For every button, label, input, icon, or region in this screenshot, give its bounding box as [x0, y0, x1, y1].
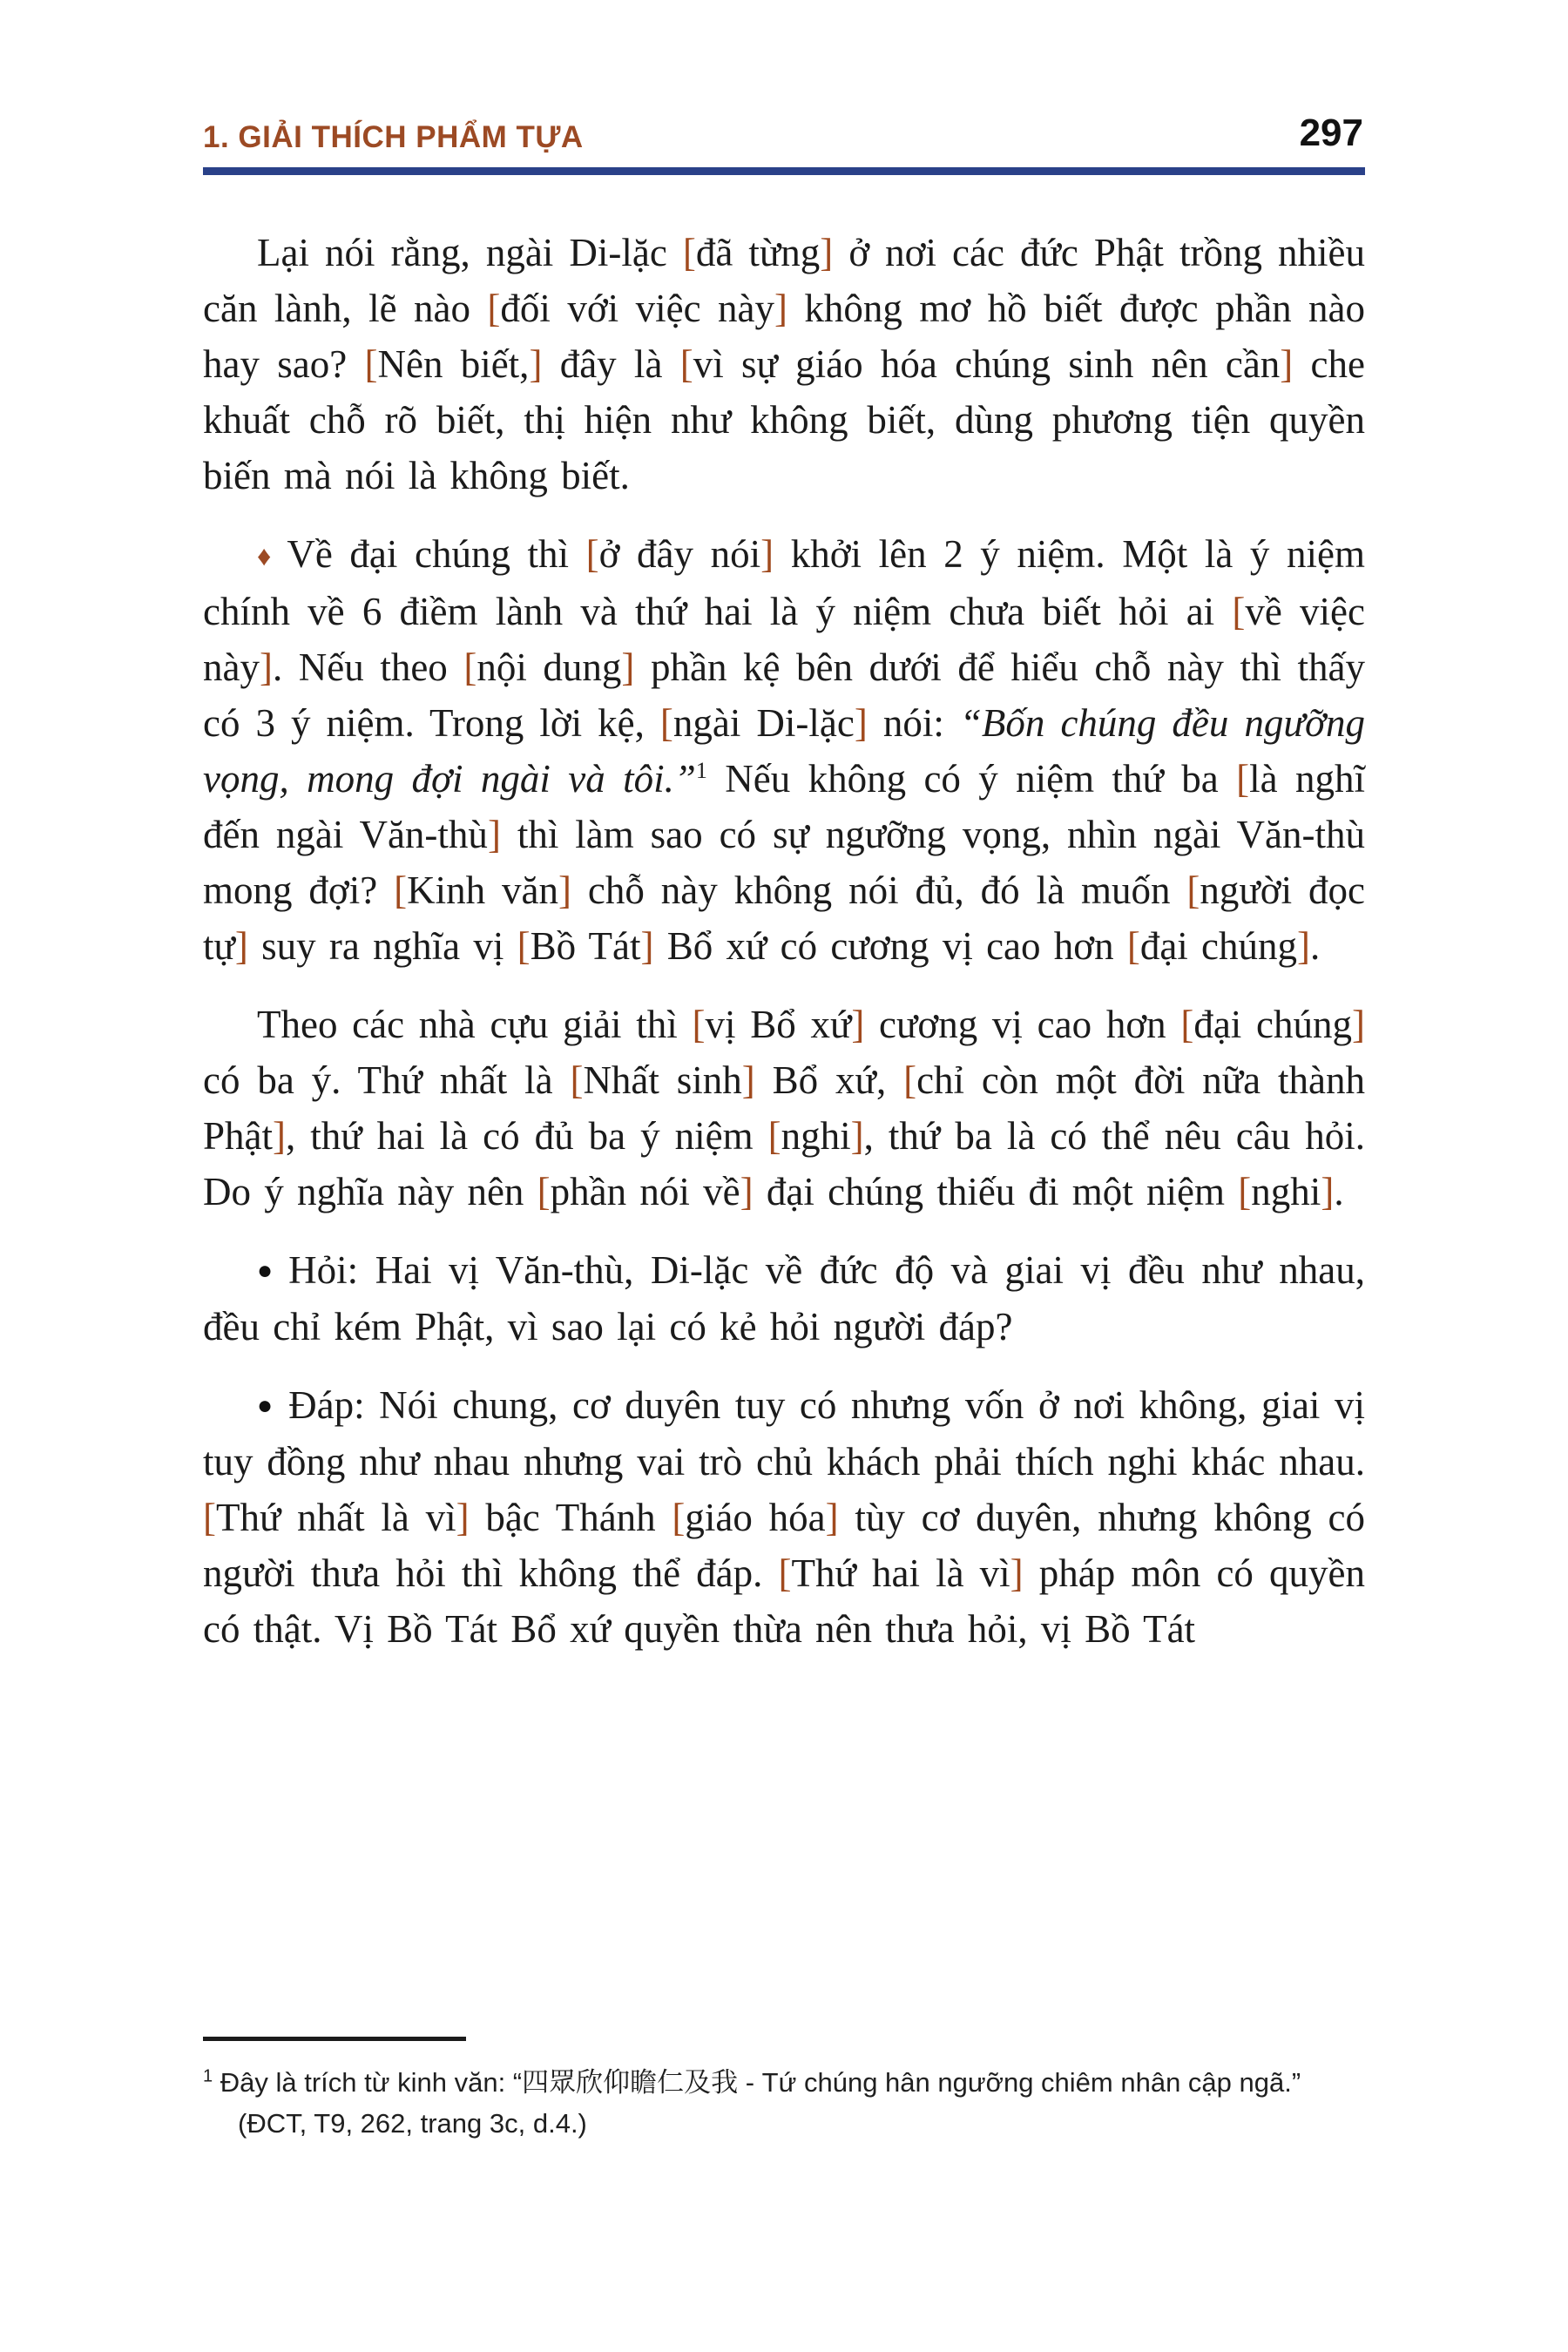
text-segment: cương vị cao hơn: [864, 1003, 1181, 1046]
text-segment: ]: [760, 532, 774, 576]
text-segment: nghi: [1251, 1170, 1321, 1213]
text-segment: Đáp: Nói chung, cơ duyên tuy có nhưng vốn ở nơi không, giai vị tuy đồng như nhau nhưng vai trò chủ khách phải thích nghi khác nhau.: [203, 1383, 1365, 1484]
text-segment: [: [537, 1170, 551, 1213]
paragraph: [203, 997, 1365, 1220]
text-segment: [: [659, 701, 673, 745]
text-segment: ]: [1321, 1170, 1335, 1213]
text-segment: [: [778, 1551, 792, 1595]
text-segment: [: [692, 1003, 706, 1046]
text-segment: [: [1180, 1003, 1194, 1046]
text-segment: suy ra nghĩa vị: [247, 924, 517, 968]
text-segment: phần kệ bên dưới để hiểu chỗ này thì thấy có 3 ý niệm. Trong lời kệ,: [203, 645, 1365, 745]
text-segment: giáo hóa: [685, 1496, 826, 1539]
text-segment: [: [1238, 1170, 1252, 1213]
text-segment: [: [1186, 868, 1200, 912]
text-segment: Đây là trích từ kinh văn: “: [213, 2067, 523, 2098]
page-number: 297: [1299, 112, 1363, 154]
text-segment: Nhất sinh: [583, 1058, 742, 1102]
content: [203, 225, 1365, 1680]
text-segment: Hỏi: Hai vị Văn-thù, Di-lặc về đức độ và giai vị đều như nhau, đều chỉ kém Phật, vì sao lại có kẻ hỏi người đáp?: [203, 1248, 1365, 1348]
text-segment: vị Bổ xứ: [705, 1003, 852, 1046]
text-segment: ở đây nói: [598, 532, 761, 576]
header-rule: [203, 167, 1365, 175]
text-segment: , thứ hai là có đủ ba ý niệm: [286, 1114, 768, 1158]
text-segment: ]: [854, 701, 868, 745]
footnote-rule: [203, 2037, 466, 2041]
text-segment: người đọc tự: [203, 868, 1365, 968]
paragraph: [203, 1242, 1365, 1355]
text-segment: [: [364, 342, 378, 386]
text-segment: Theo các nhà cựu giải thì: [257, 1003, 693, 1046]
text-segment: đại chúng thiếu đi một niệm: [753, 1170, 1239, 1213]
text-segment: là nghĩ đến ngài Văn-thù: [203, 757, 1366, 856]
text-segment: bậc Thánh: [469, 1496, 672, 1539]
text-segment: đã từng: [695, 231, 821, 274]
text-segment: 四眾欣仰瞻仁及我: [522, 2067, 739, 2098]
text-segment: phần nói về: [550, 1170, 740, 1213]
text-segment: ]: [273, 1114, 287, 1158]
text-segment: chỗ này không nói đủ, đó là muốn: [571, 868, 1187, 912]
text-segment: ]: [558, 868, 571, 912]
text-segment: . Nếu theo: [272, 645, 464, 689]
text-segment: đối với việc này: [500, 287, 774, 330]
text-segment: , thứ ba là có thể nêu câu hỏi. Do ý nghĩa này nên: [203, 1114, 1365, 1213]
text-segment: [: [1236, 757, 1250, 801]
footnote-marker: 1: [695, 758, 707, 783]
text-segment: ở nơi các đức Phật trồng nhiều căn lành, lẽ nào: [203, 231, 1365, 330]
text-segment: ]: [1297, 924, 1311, 968]
section-header: 1. GIẢI THÍCH PHẨM TỰA: [203, 120, 584, 154]
diamond-bullet-icon: ♦: [257, 540, 272, 571]
text-segment: [: [679, 342, 693, 386]
text-segment: Bổ xứ có cương vị cao hơn: [653, 924, 1127, 968]
text-segment: Thứ hai là vì: [791, 1551, 1010, 1595]
text-segment: [: [1126, 924, 1140, 968]
text-segment: vì sự giáo hóa chúng sinh nên cần: [693, 342, 1281, 386]
text-segment: ]: [740, 1170, 754, 1213]
page-header: [203, 112, 1365, 175]
text-segment: Kinh văn: [407, 868, 558, 912]
footnote-area: [203, 2037, 1365, 2144]
text-segment: che khuất chỗ rõ biết, thị hiện như không biết, dùng phương tiện quyền biến mà nói là không biết.: [203, 342, 1366, 497]
text-segment: thì làm sao có sự ngưỡng vọng, nhìn ngài Văn-thù mong đợi?: [203, 813, 1365, 912]
text-segment: ]: [487, 813, 501, 856]
text-segment: ngài Di-lặc: [672, 701, 855, 745]
text-segment: [: [682, 231, 696, 274]
text-segment: khởi lên 2 ý niệm. Một là ý niệm chính về 6 điềm lành và thứ hai là ý niệm chưa biết hỏi ai: [203, 532, 1365, 633]
text-segment: [: [1232, 590, 1246, 633]
text-segment: [: [672, 1496, 686, 1539]
text-segment: .: [1334, 1170, 1344, 1213]
text-segment: Bồ Tát: [530, 924, 641, 968]
text-segment: Lại nói rằng, ngài Di-lặc: [257, 231, 683, 274]
footnote-marker: 1: [203, 2066, 213, 2086]
text-segment: Thứ nhất là vì: [216, 1496, 456, 1539]
text-segment: ]: [259, 645, 273, 689]
text-segment: [: [570, 1058, 584, 1102]
text-segment: [: [903, 1058, 917, 1102]
text-segment: ]: [640, 924, 654, 968]
text-segment: ]: [851, 1003, 865, 1046]
text-segment: ]: [234, 924, 248, 968]
text-segment: [: [487, 287, 501, 330]
text-segment: nói:: [867, 701, 960, 745]
text-segment: [: [394, 868, 408, 912]
text-segment: ]: [1010, 1551, 1024, 1595]
text-segment: Bổ xứ,: [754, 1058, 904, 1102]
text-segment: ]: [741, 1058, 755, 1102]
text-segment: ]: [820, 231, 834, 274]
text-segment: Nếu không có ý niệm thứ ba: [706, 757, 1237, 801]
text-segment: [: [585, 532, 599, 576]
text-segment: [: [203, 1496, 216, 1539]
text-segment: [: [517, 924, 531, 968]
text-segment: - Tứ chúng hân ngưỡng chiêm nhân cập ngã.” (ĐCT, T9, 262, trang 3c, d.4.): [238, 2067, 1301, 2139]
paragraph: [203, 1377, 1365, 1657]
text-segment: ]: [774, 287, 787, 330]
text-segment: đại chúng: [1193, 1003, 1352, 1046]
text-segment: ]: [850, 1114, 864, 1158]
text-segment: pháp môn có quyền có thật. Vị Bồ Tát Bổ xứ quyền thừa nên thưa hỏi, vị Bồ Tát: [203, 1551, 1365, 1651]
text-segment: ]: [825, 1496, 839, 1539]
paragraph: [203, 526, 1365, 974]
text-segment: nghi: [781, 1114, 851, 1158]
text-segment: [: [463, 645, 477, 689]
text-segment: ]: [1352, 1003, 1365, 1046]
text-segment: đại chúng: [1139, 924, 1298, 968]
text-segment: ]: [529, 342, 543, 386]
text-segment: không mơ hồ biết được phần nào hay sao?: [203, 287, 1365, 386]
circle-bullet-icon: ●: [257, 1391, 274, 1420]
paragraph: [203, 225, 1365, 504]
text-segment: “Bốn chúng đều ngưỡng vọng, mong đợi ngài và tôi.”: [203, 701, 1365, 801]
footnote-text: [203, 2062, 1365, 2144]
text-segment: đây là: [542, 342, 680, 386]
text-segment: Nên biết,: [377, 342, 530, 386]
text-segment: về việc này: [203, 590, 1365, 689]
circle-bullet-icon: ●: [257, 1256, 274, 1285]
text-segment: ]: [456, 1496, 470, 1539]
text-segment: ]: [621, 645, 635, 689]
text-segment: .: [1310, 924, 1321, 968]
text-segment: nội dung: [476, 645, 622, 689]
text-segment: [: [767, 1114, 781, 1158]
text-segment: ]: [1280, 342, 1294, 386]
text-segment: chỉ còn một đời nữa thành Phật: [203, 1058, 1365, 1158]
text-segment: Về đại chúng thì: [287, 532, 586, 576]
text-segment: có ba ý. Thứ nhất là: [203, 1058, 571, 1102]
text-segment: tùy cơ duyên, nhưng không có người thưa hỏi thì không thể đáp.: [203, 1496, 1365, 1595]
